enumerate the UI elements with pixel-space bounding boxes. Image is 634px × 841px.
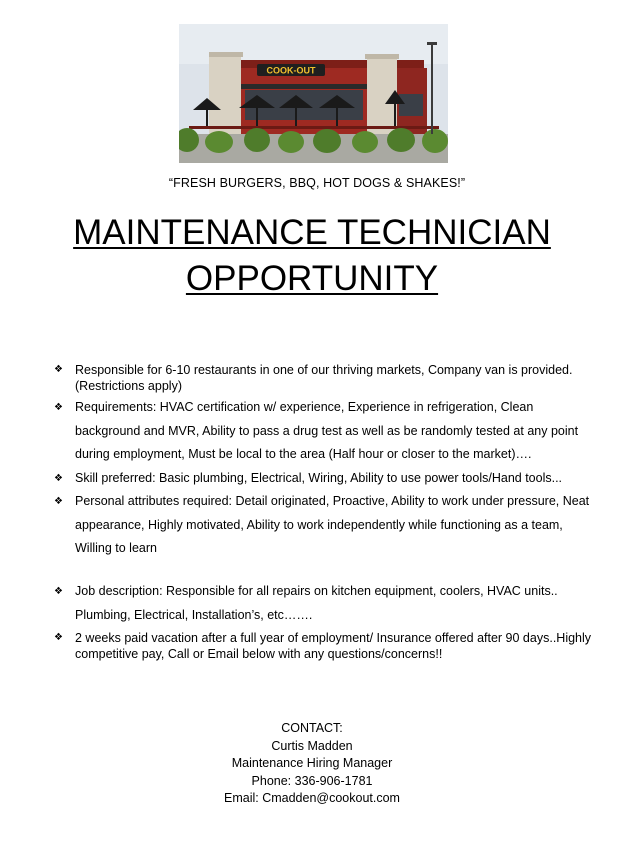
page-title [0,210,624,302]
list-item-text: Skill preferred: Basic plumbing, Electrical, Wiring, Ability to use power tools/Hand tools... [75,470,563,485]
title-line-2: OPPORTUNITY [185,259,439,298]
list-item [54,467,594,491]
contact-role: Maintenance Hiring Manager [231,756,393,770]
bullet-list-requirements [54,396,594,561]
contact-name: Curtis Madden [271,738,353,753]
bullet-list-responsibility [54,362,594,394]
contact-email: Email: Cmadden@cookout.com [224,791,400,805]
list-item-text: Personal attributes required: Detail originated, Proactive, Ability to work under pressure, Neat appearance, Highly motivated, Ability to work independently while functioning as a team, Willing to learn [75,494,590,555]
list-item [54,396,594,467]
title-line-1: MAINTENANCE TECHNICIAN [73,213,551,252]
bullet-list-job-description [54,580,594,627]
diamond-bullet-icon: ❖ [54,364,63,375]
diamond-bullet-icon: ❖ [54,632,63,643]
list-item [54,490,594,561]
cookout-sign: COOK-OUT [266,65,316,76]
list-item [54,580,594,627]
contact-block [0,720,624,808]
list-item [54,630,594,662]
contact-heading: CONTACT: [281,721,343,735]
diamond-bullet-icon: ❖ [54,472,63,484]
list-item [54,362,594,394]
list-item-text: 2 weeks paid vacation after a full year of employment/ Insurance offered after 90 days..Highly competitive pay, Call or Email below with any questions/concerns!! [75,631,592,661]
diamond-bullet-icon: ❖ [54,402,63,413]
list-item-text: Job description: Responsible for all repairs on kitchen equipment, coolers, HVAC units.. Plumbing, Electrical, Installation’s, etc……. [75,584,558,622]
tagline: “FRESH BURGERS, BBQ, HOT DOGS & SHAKES!” [168,176,466,190]
diamond-bullet-icon: ❖ [54,586,63,597]
restaurant-photo [179,24,448,163]
diamond-bullet-icon: ❖ [54,496,63,507]
bullet-list-benefits [54,630,594,662]
list-item-text: Responsible for 6-10 restaurants in one of our thriving markets, Company van is provided. (Restrictions apply) [75,363,573,393]
contact-phone: Phone: 336-906-1781 [251,773,373,788]
list-item-text: Requirements: HVAC certification w/ experience, Experience in refrigeration, Clean background and MVR, Ability to pass a drug test as well as be randomly tested at any point during employment, Must be local to the area (Half hour or closer to the market)…. [75,400,579,461]
